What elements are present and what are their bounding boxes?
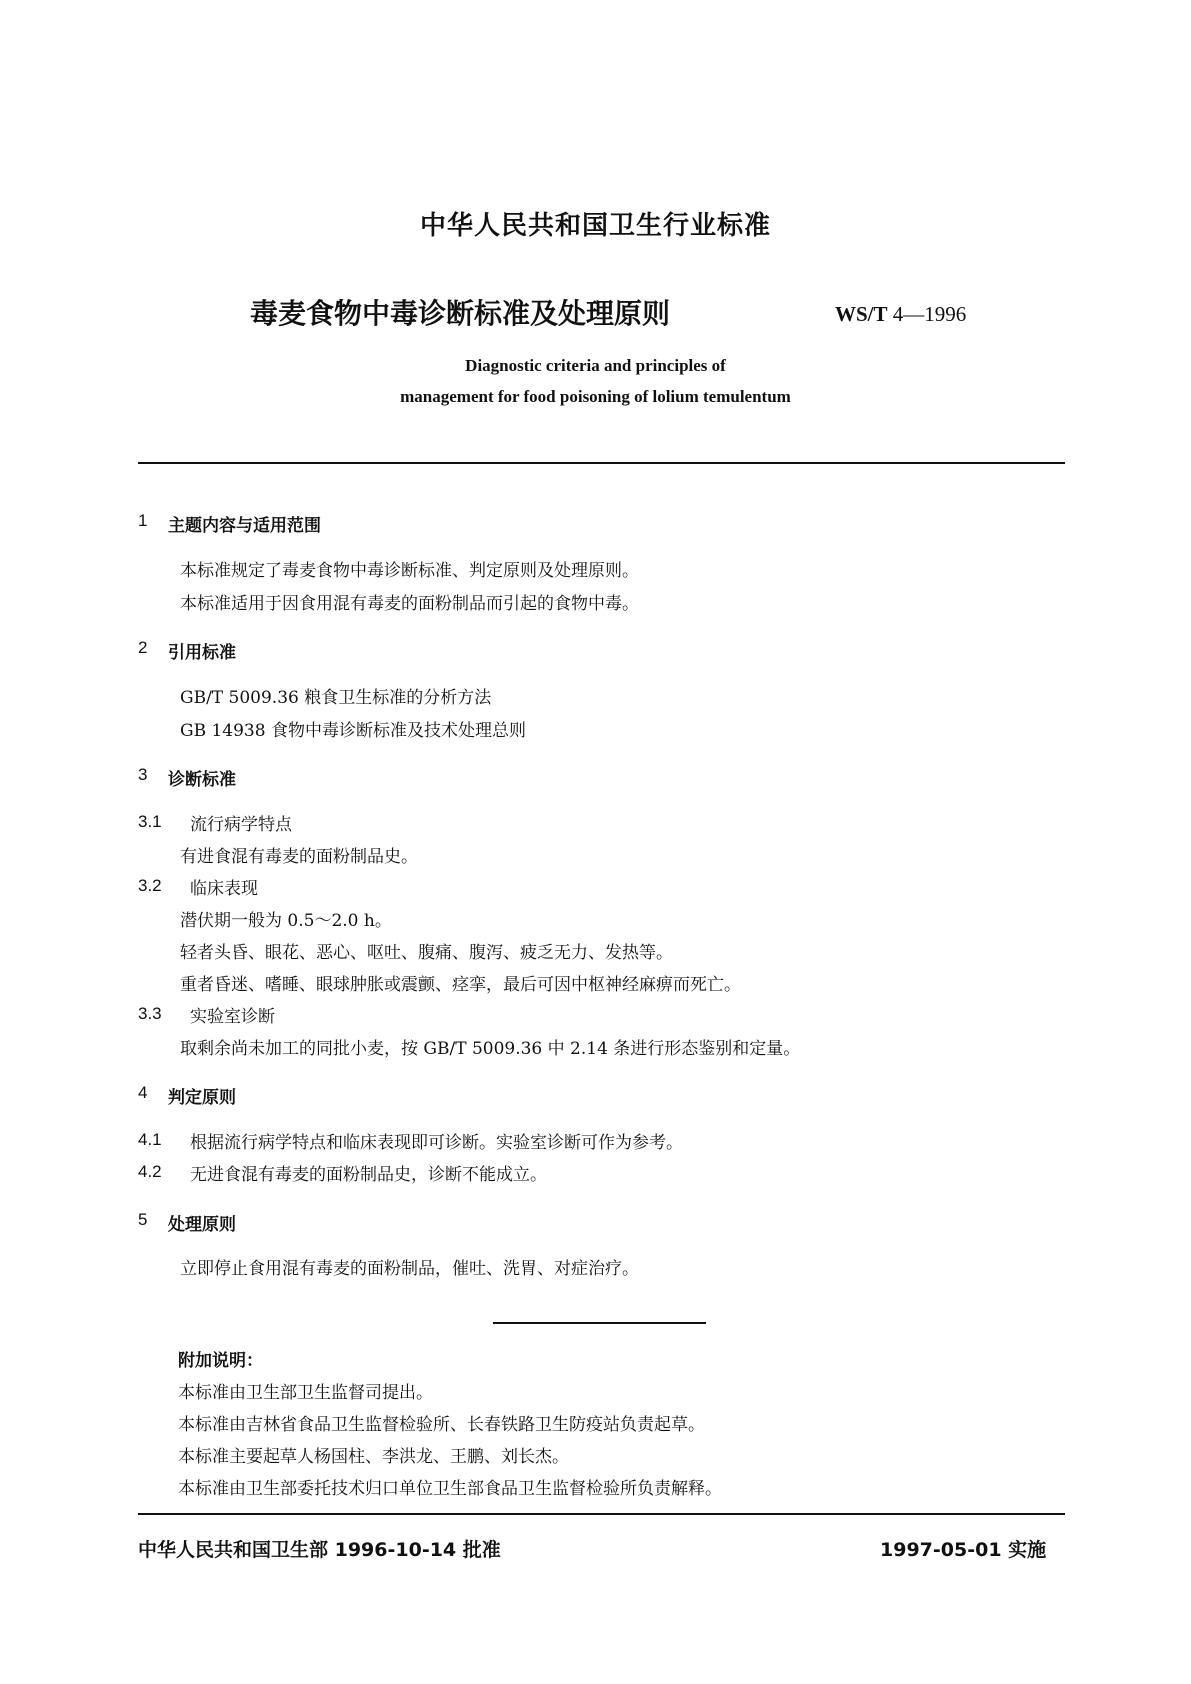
section-1-number: 1 xyxy=(138,511,148,530)
section-2-heading: 引用标准 xyxy=(168,643,236,663)
subsection-3-1-line-1: 有进食混有毒麦的面粉制品史。 xyxy=(180,847,418,867)
section-5-line-1: 立即停止食用混有毒麦的面粉制品，催吐、洗胃、对症治疗。 xyxy=(180,1259,639,1279)
subsection-3-3-line-1: 取剩余尚未加工的同批小麦，按 GB/T 5009.36 中 2.14 条进行形态鉴别和定量。 xyxy=(180,1039,801,1059)
footer-divider xyxy=(138,1513,1065,1515)
section-5-number: 5 xyxy=(138,1210,148,1229)
standard-code xyxy=(835,302,966,327)
english-title-line-2: management for food poisoning of lolium temulentum xyxy=(400,387,791,406)
subsection-4-2-number: 4.2 xyxy=(138,1162,162,1181)
subsection-3-2-number: 3.2 xyxy=(138,876,162,895)
section-3-number: 3 xyxy=(138,765,148,784)
notes-divider xyxy=(493,1322,706,1324)
approval-date: 中华人民共和国卫生部 1996-10-14 批准 xyxy=(138,1539,501,1561)
notes-line-1: 本标准由卫生部卫生监督司提出。 xyxy=(178,1383,433,1403)
notes-line-4: 本标准由卫生部委托技术归口单位卫生部食品卫生监督检验所负责解释。 xyxy=(178,1479,722,1499)
header-divider xyxy=(138,462,1065,464)
section-2-reference-2: GB 14938 食物中毒诊断标准及技术处理总则 xyxy=(180,721,526,741)
subsection-3-3-number: 3.3 xyxy=(138,1004,162,1023)
section-3-heading: 诊断标准 xyxy=(168,770,236,790)
section-4-number: 4 xyxy=(138,1083,148,1102)
section-4-heading: 判定原则 xyxy=(168,1088,236,1108)
section-2-reference-1: GB/T 5009.36 粮食卫生标准的分析方法 xyxy=(180,688,492,708)
notes-heading: 附加说明： xyxy=(178,1351,263,1371)
subsection-4-2-text: 无进食混有毒麦的面粉制品史，诊断不能成立。 xyxy=(190,1165,547,1185)
subsection-3-2-line-3: 重者昏迷、嗜睡、眼球肿胀或震颤、痉挛，最后可因中枢神经麻痹而死亡。 xyxy=(180,975,741,995)
section-1-line-2: 本标准适用于因食用混有毒麦的面粉制品而引起的食物中毒。 xyxy=(180,594,639,614)
section-5-heading: 处理原则 xyxy=(168,1215,236,1235)
standard-code-number: 4—1996 xyxy=(892,302,967,326)
subsection-3-2-heading: 临床表现 xyxy=(190,879,258,899)
issuing-organization: 中华人民共和国卫生行业标准 xyxy=(419,211,771,241)
english-title-line-1: Diagnostic criteria and principles of xyxy=(465,356,726,375)
subsection-3-2-line-1: 潜伏期一般为 0.5～2.0 h。 xyxy=(180,911,392,931)
standard-code-prefix: WS/T xyxy=(835,302,888,326)
subsection-3-1-heading: 流行病学特点 xyxy=(190,815,292,835)
subsection-3-2-line-2: 轻者头昏、眼花、恶心、呕吐、腹痛、腹泻、疲乏无力、发热等。 xyxy=(180,943,673,963)
document-title: 毒麦食物中毒诊断标准及处理原则 xyxy=(250,297,671,330)
section-1-heading: 主题内容与适用范围 xyxy=(168,516,321,536)
section-1-line-1: 本标准规定了毒麦食物中毒诊断标准、判定原则及处理原则。 xyxy=(180,561,639,581)
section-2-number: 2 xyxy=(138,638,148,657)
notes-line-2: 本标准由吉林省食品卫生监督检验所、长春铁路卫生防疫站负责起草。 xyxy=(178,1415,705,1435)
notes-line-3: 本标准主要起草人杨国柱、李洪龙、王鹏、刘长杰。 xyxy=(178,1447,569,1467)
subsection-4-1-number: 4.1 xyxy=(138,1130,162,1149)
subsection-3-1-number: 3.1 xyxy=(138,812,162,831)
implementation-date: 1997-05-01 实施 xyxy=(880,1539,1047,1561)
subsection-3-3-heading: 实验室诊断 xyxy=(190,1007,275,1027)
subsection-4-1-text: 根据流行病学特点和临床表现即可诊断。实验室诊断可作为参考。 xyxy=(190,1133,683,1153)
